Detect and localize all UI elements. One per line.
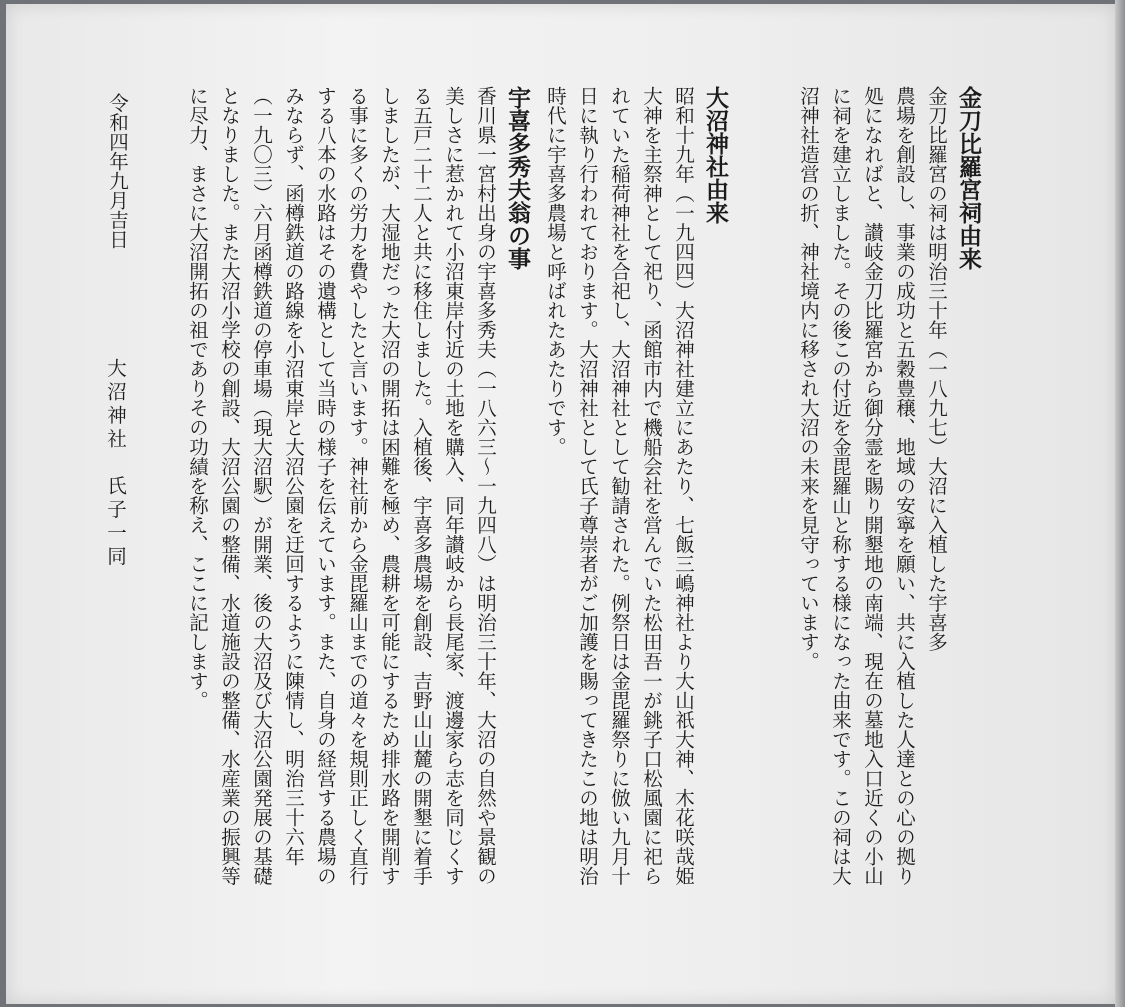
section-ukita <box>181 86 533 886</box>
text-line: 日に執り行われております。大沼神社として氏子尊崇者がご加護を賜ってきたこの地は明治 <box>576 86 599 886</box>
section-title: 金刀比羅宮祠由来 <box>955 86 981 270</box>
text-line: する八本の水路はその遺構として当時の様子を伝えています。また、自身の経営する農場の <box>314 86 337 886</box>
text-line: 美しさに惹かれて小沼東岸付近の土地を購入、同年讃岐から長尾家、渡邊家ら志を同じくす <box>442 86 465 886</box>
text-line: る五戸二十二人と共に移住しました。入植後、宇喜多農場を創設、吉野山山麓の開墾に着手 <box>410 86 433 886</box>
board-edge <box>1115 0 1125 1007</box>
text-line: 沼神社造営の折、神社境内に移され大沼の未来を見守っています。 <box>797 86 820 671</box>
text-line: みならず、函樽鉄道の路線を小沼東岸と大沼公園を迂回するように陳情し、明治三十六年 <box>282 86 305 866</box>
text-line: 昭和十九年（一九四四）大沼神社建立にあたり、七飯三嶋神社より大山祇大神、木花咲哉姫 <box>672 86 695 886</box>
text-line: に祠を建立しました。その後この付近を金毘羅山と称する様になった由来です。この祠は大 <box>829 86 852 886</box>
section-onuma <box>539 86 731 886</box>
section-title: 宇喜多秀夫翁の事 <box>504 86 530 270</box>
text-line: れていた稲荷神社を合祀し、大沼神社として勧請された。例祭日は金毘羅祭りに倣い九月十 <box>608 86 631 886</box>
section-konpira <box>792 86 984 886</box>
text-line: 金刀比羅宮の祠は明治三十年（一八九七）大沼に入植した宇喜多 <box>925 86 948 652</box>
date-line: 令和四年九月吉日 <box>106 93 129 249</box>
signature: 大沼神社 氏子一同 <box>104 358 127 570</box>
text-line: に尽力、まさに大沼開拓の祖でありその功績を称え、ここに記します。 <box>186 86 209 710</box>
text-line: しましたが、大湿地だった大沼の開拓は困難を極め、農耕を可能にするため排水路を開削す <box>378 86 401 886</box>
text-line: （一九〇三）六月函樽鉄道の停車場（現大沼駅）が開業、後の大沼及び大沼公園発展の基礎 <box>250 86 273 886</box>
text-line: となりました。また大沼小学校の創設、大沼公園の整備、水道施設の整備、水産業の振興等 <box>218 86 241 886</box>
text-line: 香川県一宮村出身の宇喜多秀夫（一八六三～一九四八）は明治三十年、大沼の自然や景観の <box>474 86 497 886</box>
text-line: 時代に宇喜多農場と呼ばれたあたりです。 <box>544 86 567 457</box>
text-line: 大神を主祭神として祀り、函館市内で機船会社を営んでいた松田吾一が銚子口松風園に祀ら <box>640 86 663 886</box>
text-line: る事に多くの労力を費やしたと言います。神社前から金毘羅山までの道々を規則正しく直行 <box>346 86 369 886</box>
text-line: 農場を創設し、事業の成功と五穀豊穣、地域の安寧を願い、共に入植した人達との心の拠り <box>893 86 916 886</box>
section-title: 大沼神社由来 <box>702 86 728 224</box>
text-line: 処になればと、讃岐金刀比羅宮から御分霊を賜り開墾地の南端、現在の墓地入口近くの小山 <box>861 86 884 886</box>
